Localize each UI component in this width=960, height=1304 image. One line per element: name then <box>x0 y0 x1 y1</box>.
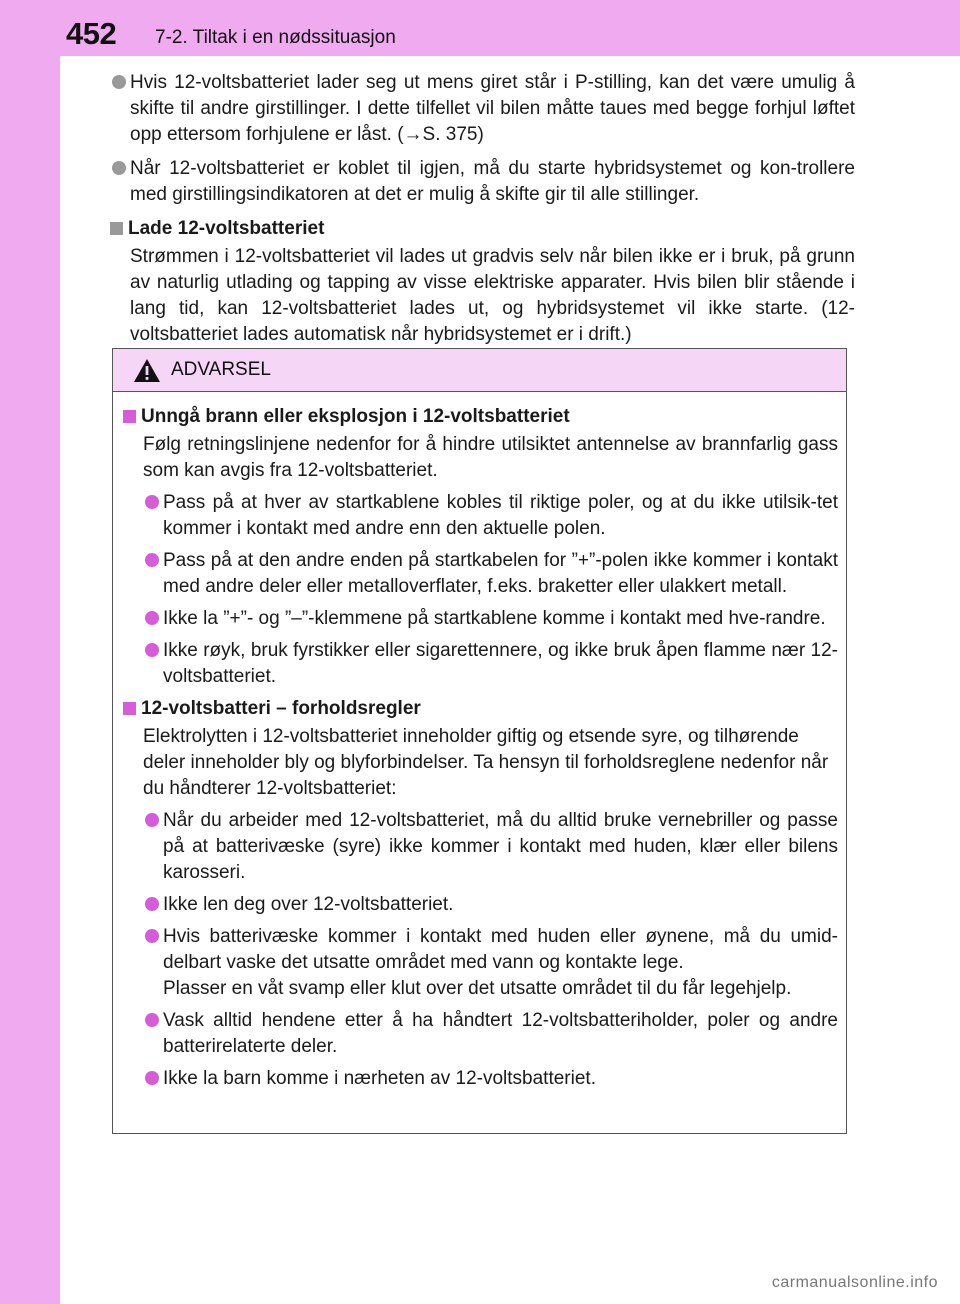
warning-section-text: Følg retningslinjene nedenfor for å hindre utilsiktet antennelse av brannfarlig gass som kan avgis fra 12-voltsbatteriet. <box>143 434 838 481</box>
warning-bullet: Vask alltid hendene etter å ha håndtert 12-voltsbatteriholder, poler og andre batterirelaterte deler. <box>143 1008 838 1060</box>
warning-bullet: Ikke la ”+”- og ”–”-klemmene på startkablene komme i kontakt med hve-randre. <box>143 606 838 632</box>
watermark-text: carmanualsonline.info <box>771 1274 938 1291</box>
warning-bullet: Ikke røyk, bruk fyrstikker eller sigarettennere, og ikke bruk åpen flamme nær 12-voltsbatteriet. <box>143 638 838 690</box>
warning-title: ADVARSEL <box>171 359 271 380</box>
bullet-dot-icon <box>145 1013 159 1027</box>
square-bullet-icon <box>123 410 136 423</box>
square-bullet-icon <box>123 702 136 715</box>
warning-section-text: Elektrolytten i 12-voltsbatteriet inneholder giftig og etsende syre, og tilhørende deler inneholder bly og blyforbindelser. Ta hensyn til forholdsreglene nedenfor når du håndterer 12-voltsbatteriet: <box>143 726 829 799</box>
page-number: 452 <box>66 16 117 51</box>
warning-bullet: Ikke len deg over 12-voltsbatteriet. <box>143 892 838 918</box>
intro-bullet: Hvis 12-voltsbatteriet lader seg ut mens giret står i P-stilling, kan det være umulig å skifte til andre girstillinger. I dette tilfellet vil bilen måtte taues med begge forhjul løftet opp ettersom forhjulene er låst. (→S. 375) <box>110 70 855 148</box>
warning-bullet: Når du arbeider med 12-voltsbatteriet, må du alltid bruke vernebriller og passe på at batterivæske (syre) ikke kommer i kontakt med huden, klær eller bilens karosseri. <box>143 808 838 886</box>
intro-bullet: Når 12-voltsbatteriet er koblet til igjen, må du starte hybridsystemet og kon-trollere med girstillingsindikatoren at det er mulig å skifte gir til alle stillinger. <box>110 156 855 208</box>
warning-box <box>112 348 847 1134</box>
bullet-dot-icon <box>145 553 159 567</box>
warning-triangle-icon <box>133 358 161 383</box>
lade-heading: Lade 12-voltsbatteriet <box>110 216 855 242</box>
lade-text: Strømmen i 12-voltsbatteriet vil lades ut gradvis selv når bilen ikke er i bruk, på grunn av naturlig utlading og tapping av visse elektriske apparater. Hvis bilen blir stående i lang tid, kan 12-voltsbatteriet lades ut, og hybridsystemet vil ikke starte. (12-voltsbatteriet lades automatisk når hybridsystemet er i drift.) <box>130 246 855 345</box>
warning-section-heading: Unngå brann eller eksplosjon i 12-voltsbatteriet <box>123 404 838 430</box>
warning-bullet: Pass på at hver av startkablene kobles til riktige poler, og at du ikke utilsik-tet kommer i kontakt med andre enn den aktuelle polen. <box>143 490 838 542</box>
side-color-band <box>0 0 60 1304</box>
square-bullet-icon <box>110 222 123 235</box>
bullet-dot-icon <box>112 75 126 89</box>
bullet-dot-icon <box>145 813 159 827</box>
bullet-dot-icon <box>145 929 159 943</box>
warning-body <box>113 392 846 1092</box>
warning-header <box>113 349 846 392</box>
main-content <box>110 70 855 356</box>
warning-bullet: Pass på at den andre enden på startkabelen for ”+”-polen ikke kommer i kontakt med andre deler eller metalloverflater, f.eks. braketter eller ulakkert metall. <box>143 548 838 600</box>
bullet-dot-icon <box>145 611 159 625</box>
warning-bullet: Ikke la barn komme i nærheten av 12-voltsbatteriet. <box>143 1066 838 1092</box>
bullet-dot-icon <box>145 1071 159 1085</box>
bullet-dot-icon <box>145 495 159 509</box>
warning-section-heading: 12-voltsbatteri – forholdsregler <box>123 696 838 722</box>
bullet-dot-icon <box>145 643 159 657</box>
section-title: 7-2. Tiltak i en nødssituasjon <box>155 27 396 48</box>
bullet-dot-icon <box>112 161 126 175</box>
warning-bullet: Hvis batterivæske kommer i kontakt med huden eller øynene, må du umid-delbart vaske det utsatte området med vann og kontakte lege. Plasser en våt svamp eller klut over det utsatte området til du får legehjelp. <box>143 924 838 1002</box>
bullet-dot-icon <box>145 897 159 911</box>
